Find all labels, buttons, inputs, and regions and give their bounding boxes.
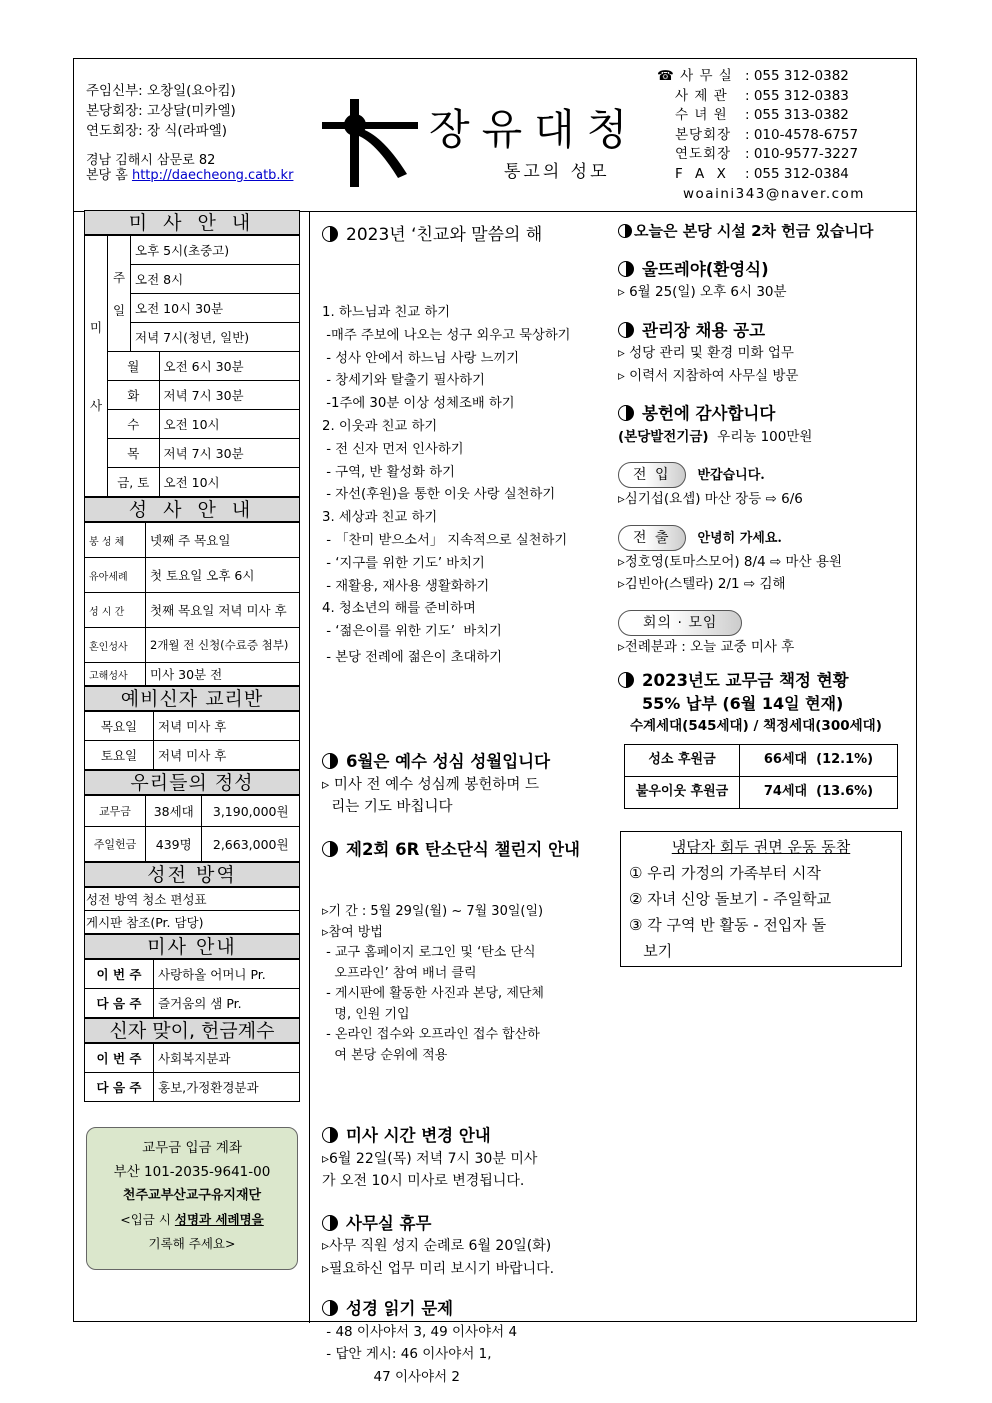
middle-column: 2023년 ‘친교와 말씀의 해 1. 하느님과 친교 하기 -매주 주보에 나오는 성구 외우고 묵상하기 - 성사 안에서 하느님 사랑 느끼기 - 창세기와 탈출기 필사하기 -1주에 30분 이상 성체조배 하기 2. 이웃과 친교 하기 - 전 신자 먼저 인사하기 - 구역, 반 활성화 하기 - 자선(후원)을 통한 이웃 사랑 실천하기 3. 세상과 친교 하기 - 「찬미 받으소서」 지속적으로 실천하기 - ‘지구를 위한 기도’ 바치기 - 재활용, 재사용 생활화하기 4. 청소년의 해를 준비하며 - ‘젊은이를 위한 기도’ 바치기 - 본당 전례에 젊은이 초대하기 6월은 예수 성심 성월입니다 ▹ 미사 전 예수 성심께 봉헌하며 드 리는 기도 바칩니다 제2회 6R 탄소단식 챌린지 안내 ▹기 간 : 5월 29일(월) ~ 7월 30일(일) ▹참여 방법 - 교구 홈페이지 로그인 및 ‘탄소 단식 오프라인’ 참여 배너 클릭 - 게시판에 활동한 사진과 본당, 제단체 명, 인원 기입 - 온라인 접수와 오프라인 접수 합산하 여 본당 순위에 적용 미사 시간 변경 안내 ▹6월 22일(목) 저녁 7시 30분 미사 가 오전 10시 미사로 변경됩니다. 사무실 휴무 ▹사무 직원 성지 순례로 6월 20일(화) ▹필요하신 업무 미리 보시기 바랍니다. 성경 읽기 문제 - 48 이사야서 3, 49 이사야서 4 - 답안 게시: 46 이사야서 1, 47 이사야서 2 — [322, 224, 617, 1388]
offering-table: 교무금 38세대 3,190,000원 주일헌금 439명 2,663,000원 — [84, 795, 300, 862]
half-circle-icon — [618, 224, 632, 238]
email[interactable]: woaini343@naver.com — [683, 185, 865, 202]
sacrament-table: 봉 성 체 넷째 주 목요일 유아세례 첫 토요일 오후 6시 성 시 간 첫째 목요일 저녁 미사 후 혼인성사 2개월 전 신청(수료증 첨부) 고해성사 미사 30분 전 — [84, 522, 300, 686]
column-divider — [309, 211, 310, 1323]
account-number: 부산 101-2035-9641-00 — [113, 1164, 271, 1180]
mass-guide-table: 이 번 주 사랑하올 어머니 Pr. 다 음 주 즐거움의 샘 Pr. — [84, 959, 300, 1018]
home-link[interactable]: http://daecheong.catb.kr — [131, 168, 294, 183]
priest-name: 주임신부: 오창일(요아킴) — [86, 83, 236, 99]
cleaning-title: 성전 방역 — [84, 862, 300, 887]
transfer-in: 전 입 반갑습니다. — [618, 462, 908, 488]
president-name: 본당회장: 고상달(미카엘) — [86, 103, 236, 119]
transfer-out: 전 출 안녕히 가세요. — [618, 525, 908, 551]
offering-title: 우리들의 정성 — [84, 770, 300, 795]
contact-row: 사 제 관 : 055 312-0383 — [675, 87, 849, 104]
section-hiring: 관리장 채용 공고 — [618, 320, 908, 343]
meetings: 회의 · 모임 — [618, 610, 908, 636]
right-column: 오늘은 본당 시설 2차 헌금 있습니다 울뜨레야(환영식) ▹ 6월 25(일) 오후 6시 30분 관리장 채용 공고 ▹ 성당 관리 및 환경 미화 업무 ▹ 이력서 지참하여 사무실 방문 봉헌에 감사합니다 (본당발전기금) 우리농 100만원 전 입 반갑습니다. ▹심기섭(요셉) 마산 장등 ⇨ 6/6 전 출 안녕히 가세요. ▹정호영(토마스모어) 8/4 ⇨ 마산 용원 ▹김빈아(스텔라) 2/1 ⇨ 김해 회의 · 모임 ▹전례분과 : 오늘 교중 미사 후 2023년도 교무금 책정 현황 55% 납부 (6월 14일 현재) 수계세대(545세대) / 책정세대(300세대) 성소 후원금 66세대 (12.1%) 불우이웃 후원금 74세대 (13.6%) 냉담자 회두 권면 운동 동참 ① 우리 가정의 가족부터 시작 ② 자녀 신앙 돌보기 - 주일학교 ③ 각 구역 반 활동 - 전입자 돌 보기 — [618, 220, 908, 967]
contact-row: 연도회장 : 010-9577-3227 — [675, 146, 859, 163]
half-circle-icon — [322, 226, 338, 242]
cross-logo-icon — [322, 94, 422, 189]
contact-row: 수 녀 원 : 055 313-0382 — [675, 107, 849, 124]
mass-side-label: 미 사 — [85, 236, 108, 497]
account-holder: 천주교부산교구유지재단 — [122, 1188, 262, 1203]
account-box: 교무금 입금 계좌 부산 101-2035-9641-00 천주교부산교구유지재단 <입금 시 성명과 세례명을 기록해 주세요> — [86, 1127, 298, 1270]
welcome-table: 이 번 주 사회복지분과 다 음 주 홍보,가정환경분과 — [84, 1043, 300, 1102]
today-notice: 오늘은 본당 시설 2차 헌금 있습니다 — [618, 220, 908, 243]
mass-table: 미 사 주 일 오후 5시(초중고) 오전 8시 오전 10시 30분 저녁 7시(청년, 일반) 월 오전 6시 30분 화 저녁 7시 30분 수 오전 10시 목 저녁 7시 30분 금, 토 오전 10시 — [84, 235, 300, 497]
left-column — [84, 210, 300, 1102]
section-thanks: 봉헌에 감사합니다 — [618, 403, 908, 426]
contacts — [657, 67, 865, 204]
bulletin-subtitle: 통고의 성모 — [504, 162, 610, 182]
sunday-side-label: 주 일 — [108, 236, 131, 352]
section-bible-quiz: 성경 읽기 문제 — [322, 1298, 617, 1321]
contact-row: F A X : 055 312-0384 — [675, 165, 849, 182]
half-circle-icon — [618, 405, 634, 421]
contact-row: 본당회장 : 010-4578-6757 — [675, 126, 859, 143]
catechumen-title: 예비신자 교리반 — [84, 686, 300, 711]
mass-guide-title: 미사 안내 — [84, 934, 300, 959]
campaign-box: 냉담자 회두 권면 운동 동참 ① 우리 가정의 가족부터 시작 ② 자녀 신앙 돌보기 - 주일학교 ③ 각 구역 반 활동 - 전입자 돌 보기 — [620, 831, 902, 967]
section-year-theme: 2023년 ‘친교와 말씀의 해 — [322, 224, 617, 247]
header-staff — [86, 81, 293, 183]
cleaning-table: 성전 방역 청소 편성표 게시판 참조(Pr. 담당) — [84, 887, 300, 934]
federation-name: 연도회장: 장 식(라파엘) — [86, 123, 228, 139]
half-circle-icon — [618, 672, 634, 688]
contact-row: ☎ 사 무 실 : 055 312-0382 — [657, 68, 849, 84]
half-circle-icon — [322, 1127, 338, 1143]
home-label: 본당 홈 — [86, 168, 132, 183]
section-sacred-heart: 6월은 예수 성심 성월입니다 — [322, 751, 617, 774]
half-circle-icon — [322, 753, 338, 769]
section-office-closed: 사무실 휴무 — [322, 1213, 617, 1236]
half-circle-icon — [322, 1300, 338, 1316]
mass-title: 미 사 안 내 — [84, 210, 300, 235]
header — [74, 59, 916, 212]
sacrament-title: 성 사 안 내 — [84, 497, 300, 522]
section-mass-time-change: 미사 시간 변경 안내 — [322, 1125, 617, 1148]
half-circle-icon — [322, 841, 338, 857]
half-circle-icon — [618, 322, 634, 338]
support-table: 성소 후원금 66세대 (12.1%) 불우이웃 후원금 74세대 (13.6%) — [624, 744, 898, 809]
account-title: 교무금 입금 계좌 — [142, 1140, 242, 1156]
half-circle-icon — [322, 1215, 338, 1231]
theme-list: 1. 하느님과 친교 하기 -매주 주보에 나오는 성구 외우고 묵상하기 - 성사 안에서 하느님 사랑 느끼기 - 창세기와 탈출기 필사하기 -1주에 30분 이상 성체조배 하기 2. 이웃과 친교 하기 - 전 신자 먼저 인사하기 - 구역, 반 활성화 하기 - 자선(후원)을 통한 이웃 사랑 실천하기 3. 세상과 친교 하기 - 「찬미 받으소서」 지속적으로 실천하기 - ‘지구를 위한 기도’ 바치기 - 재활용, 재사용 생활화하기 4. 청소년의 해를 준비하며 - ‘젊은이를 위한 기도’ 바치기 - 본당 전례에 젊은이 초대하기 — [322, 305, 571, 666]
half-circle-icon — [618, 261, 634, 277]
section-ultreya: 울뜨레야(환영식) — [618, 259, 908, 282]
section-carbon-challenge: 제2회 6R 탄소단식 챌린지 안내 — [322, 839, 617, 862]
bulletin-title: 장유대청 — [429, 105, 640, 154]
catechumen-table: 목요일 저녁 미사 후 토요일 저녁 미사 후 — [84, 711, 300, 770]
address: 경남 김해시 삼문로 82 — [86, 153, 216, 168]
welcome-title: 신자 맞이, 헌금계수 — [84, 1018, 300, 1043]
section-tithe-status: 2023년도 교무금 책정 현황 — [618, 670, 908, 693]
